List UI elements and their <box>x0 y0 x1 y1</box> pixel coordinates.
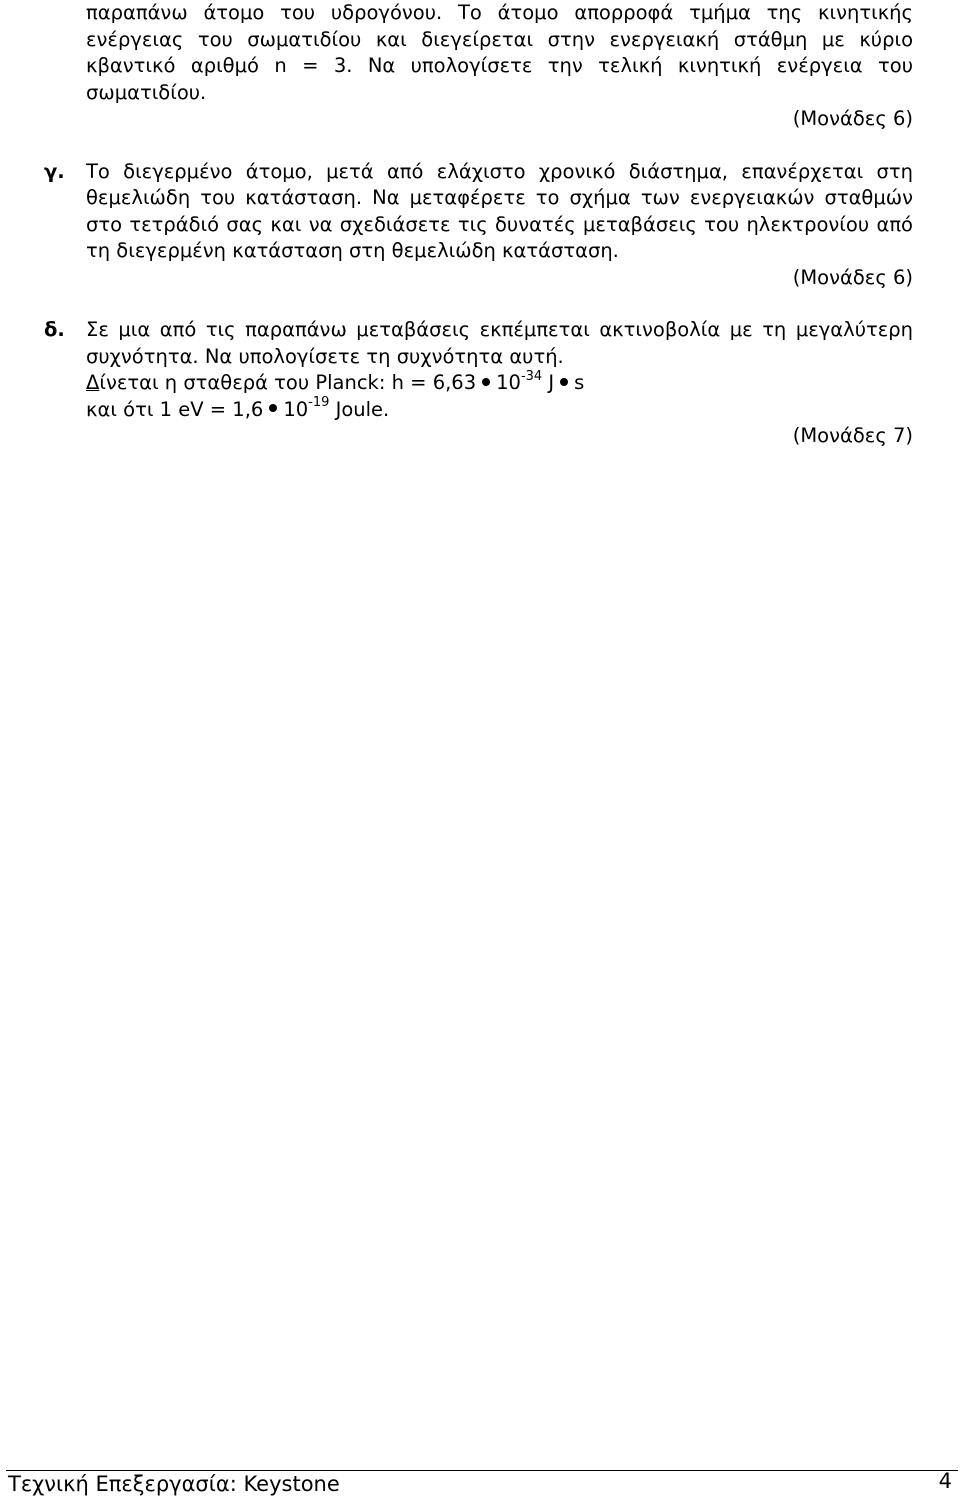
item-letter-d: δ. <box>44 318 65 341</box>
question-item-g <box>44 159 913 292</box>
marks-item-g: (Μονάδες 6) <box>792 265 913 289</box>
multiplication-dot-icon <box>560 378 568 386</box>
ev-text: και ότι 1 eV = 1,6 <box>86 397 264 421</box>
multiplication-dot-icon <box>269 404 277 412</box>
item-d-text: Σε μια από τις παραπάνω μεταβάσεις εκπέμπεται ακτινοβολία με τη μεγαλύτερη συχνότητα. Να υπολογίσετε τη συχνότητα αυτή. <box>86 318 913 368</box>
planck-prefix: Δ <box>86 371 100 394</box>
ev-conversion-line <box>86 397 913 424</box>
footer-credit: Τεχνική Επεξεργασία: Keystone <box>8 1472 340 1496</box>
ev-unit: Joule. <box>335 397 390 421</box>
planck-exponent: -34 <box>520 368 543 384</box>
item-g-text: Το διεγερμένο άτομο, μετά από ελάχιστο χρονικό διάστημα, επανέρχεται στη θεμελιώδη του κατάσταση. Να μεταφέρετε το σχήμα των ενεργειακών σταθμών στο τετράδιό σας και να σχεδιάσετε τις δυνατές μεταβάσεις του ηλεκτρονίου από τη διεγερμένη κατάσταση στη θεμελιώδη κατάσταση. <box>86 159 913 262</box>
ev-exponent: -19 <box>308 395 330 410</box>
page-number: 4 <box>938 1469 952 1493</box>
document-body <box>44 0 913 450</box>
multiplication-dot-icon <box>482 378 490 386</box>
item-letter-g: γ. <box>44 159 65 183</box>
ev-base: 10 <box>283 397 309 421</box>
marks-item-d: (Μονάδες 7) <box>792 424 913 447</box>
planck-base: 10 <box>496 371 521 394</box>
planck-constant-line <box>86 370 913 397</box>
planck-text: ίνεται η σταθερά του Planck: h = 6,63 <box>99 371 477 394</box>
marks-continuation: (Μονάδες 6) <box>792 107 913 130</box>
question-item-d <box>44 317 913 450</box>
continuation-paragraph: παραπάνω άτομο του υδρογόνου. Το άτομο απορροφά τμήμα της κινητικής ενέργειας του σωματιδίου και διεγείρεται στην ενεργειακή στάθμη με κύριο κβαντικό αριθμό n = 3. Να υπολογίσετε την τελική κινητική ενέργεια του σωματιδίου. <box>86 1 913 104</box>
planck-unit-j: J <box>548 371 555 394</box>
planck-unit-s: s <box>574 371 585 394</box>
